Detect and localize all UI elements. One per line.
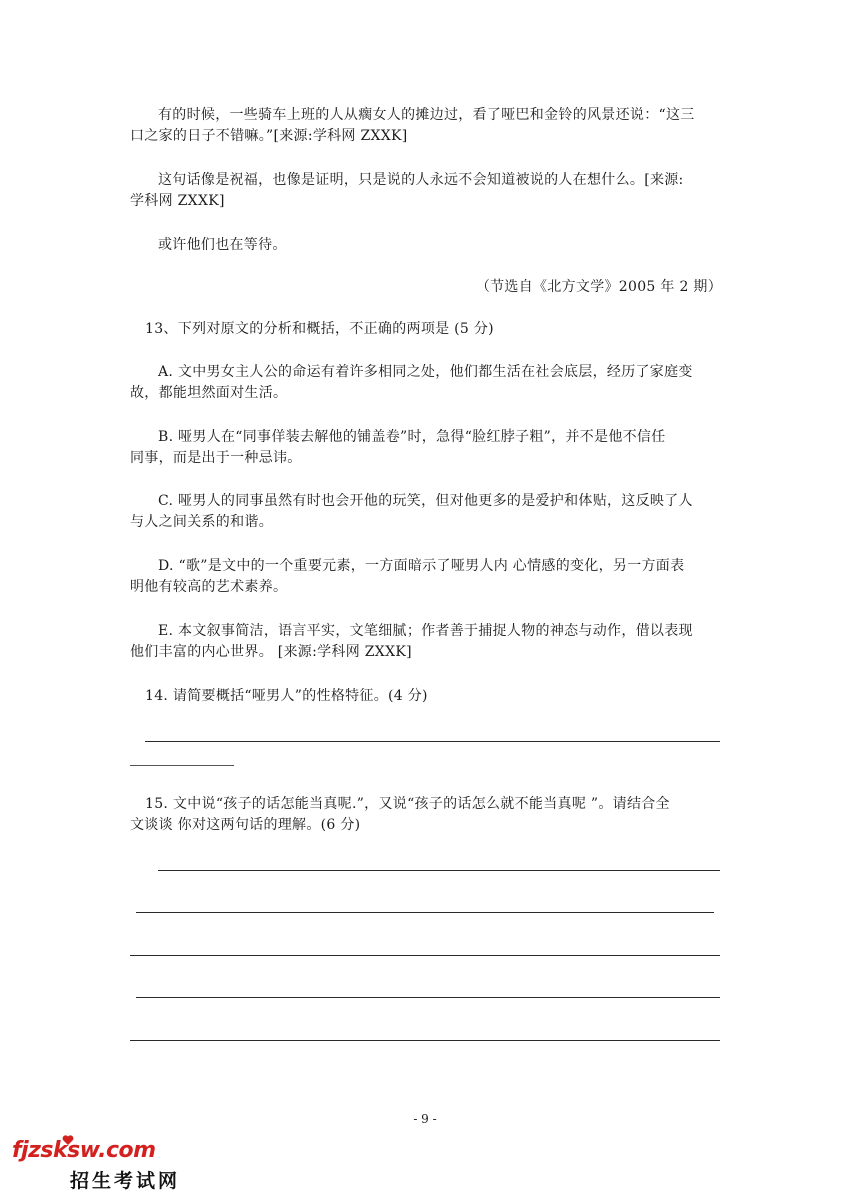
option-c-cont: 与人之间关系的和谐。 [130,514,273,530]
passage-line: 有的时候，一些骑车上班的人从瘸女人的摊边过，看了哑巴和金铃的风景还说：“这三 [158,107,695,123]
answer-line[interactable] [130,955,720,956]
option-e-cont: 他们丰富的内心世界。 [来源:学科网 ZXXK] [130,644,412,660]
option-a-cont: 故，都能坦然面对生活。 [130,385,288,401]
logo-text: fjzsksw.com [12,1138,156,1163]
answer-line[interactable] [136,912,714,913]
page-number: - 9 - [413,1112,437,1126]
passage-line: 学科网 ZXXK] [130,193,225,209]
option-d: D. “歌”是文中的一个重要元素，一方面暗示了哑男人内 心情感的变化，另一方面表 [158,558,685,574]
passage-line: 或许他们也在等待。 [158,237,287,253]
answer-line[interactable] [158,870,720,871]
option-e: E. 本文叙事简洁，语言平实，文笔细腻；作者善于捕捉人物的神态与动作，借以表现 [158,623,693,639]
passage-line: 这句话像是祝福，也像是证明，只是说的人永远不会知道被说的人在想什么。[来源: [158,172,684,188]
option-b-cont: 同事，而是出于一种忌讳。 [130,450,302,466]
passage-line: 口之家的日子不错嘛。”[来源:学科网 ZXXK] [130,128,408,144]
passage-source: （节选自《北方文学》2005 年 2 期） [475,279,722,295]
logo-subtitle: 招生考试网 [70,1170,181,1192]
option-c: C. 哑男人的同事虽然有时也会开他的玩笑，但对他更多的是爱护和体贴，这反映了人 [158,493,693,509]
question-15-stem-cont: 文谈谈 你对这两句话的理解。(6 分) [130,817,361,833]
question-13-stem: 13、下列对原文的分析和概括，不正确的两项是 (5 分) [145,321,494,337]
option-a: A. 文中男女主人公的命运有着许多相同之处，他们都生活在社会底层，经历了家庭变 [158,364,693,380]
option-d-cont: 明他有较高的艺术素养。 [130,579,288,595]
answer-line[interactable] [136,997,720,998]
option-b: B. 哑男人在“同事佯装去解他的铺盖卷”时，急得“脸红脖子粗”，并不是他不信任 [158,429,666,445]
site-watermark-logo [12,1138,182,1196]
question-15-stem: 15. 文中说“孩子的话怎能当真呢.”，又说“孩子的话怎么就不能当真呢 ”。请结合全 [145,796,670,812]
question-14-stem: 14. 请简要概括“哑男人”的性格特征。(4 分) [145,688,428,704]
answer-line[interactable] [130,1040,720,1041]
answer-line[interactable] [145,741,720,742]
answer-line[interactable] [130,765,234,766]
